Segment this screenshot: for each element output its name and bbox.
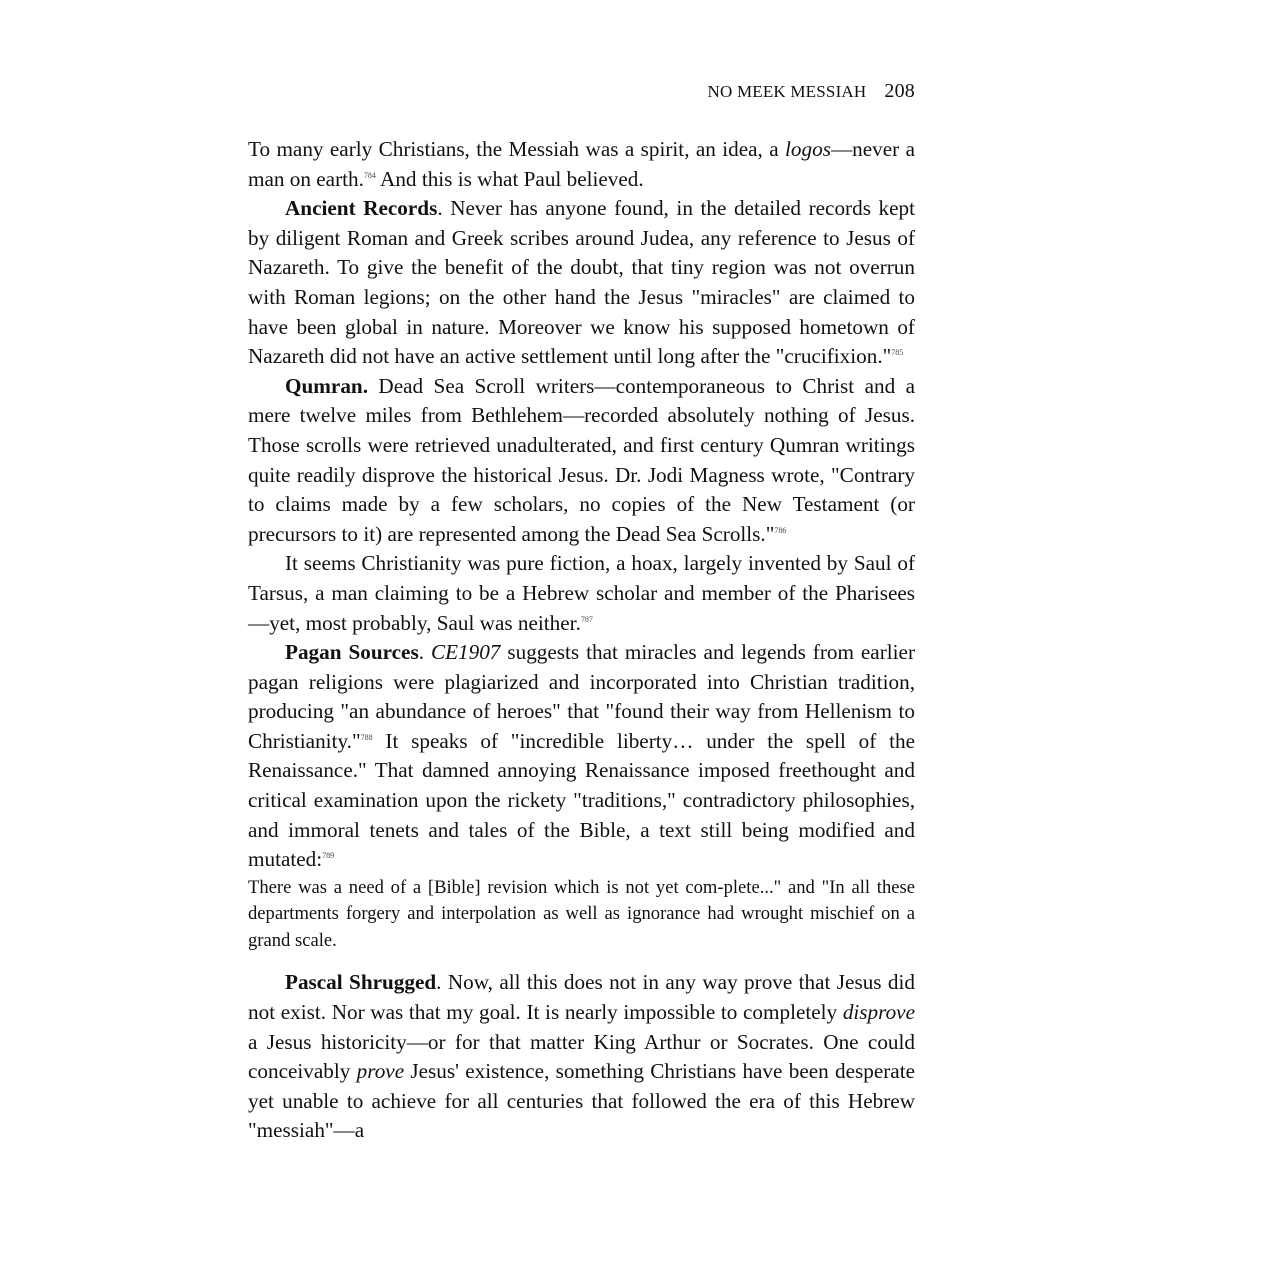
text-run: To many early Christians, the Messiah was a spirit, an idea, a bbox=[248, 137, 786, 161]
book-title: NO MEEK MESSIAH bbox=[707, 82, 867, 101]
footnote-ref[interactable]: 789 bbox=[322, 851, 335, 861]
italic-term: disprove bbox=[842, 999, 915, 1024]
text-run: It seems Christianity was pure fiction, a hoax, largely invented by Saul of Tarsus, a man claiming to be a Hebrew scholar and member of the Pharisees—yet, most probably, Saul was neither. bbox=[248, 551, 915, 635]
page-body bbox=[248, 135, 915, 1146]
section-heading: Ancient Records bbox=[285, 196, 438, 221]
footnote-ref[interactable]: 786 bbox=[774, 525, 787, 535]
section-heading: Qumran. bbox=[285, 373, 368, 398]
text-run: It speaks of "incredible liberty… under the spell of the Renaissance." That damned annoying Renaissance imposed freethought and critical examination upon the rickety "traditions," contradictory philosophies, and immoral tenets and tales of the Bible, a text still being modified and mutated: bbox=[248, 728, 915, 872]
paragraph-pascal-shrugged bbox=[248, 968, 915, 1146]
italic-term: prove bbox=[356, 1059, 405, 1084]
section-heading: Pagan Sources bbox=[285, 640, 419, 665]
text-run: . Never has anyone found, in the detailed records kept by diligent Roman and Greek scribes around Judea, any reference to Jesus of Nazareth. To give the benefit of the doubt, that tiny region was not overrun with Roman legions; on the other hand the Jesus "miracles" are claimed to have been global in nature. Moreover we know his supposed hometown of Nazareth did not have an active settlement until long after the "crucifixion." bbox=[248, 196, 915, 369]
paragraph-hoax bbox=[248, 549, 915, 638]
footnote-ref[interactable]: 785 bbox=[891, 348, 904, 358]
text-run: Jesus' existence, something Christians have been desperate yet unable to achieve for all centuries that followed the era of this Hebrew "messiah"—a bbox=[248, 1059, 915, 1143]
text-run: suggests that miracles and legends from earlier pagan religions were plagiarized and incorporated into Christian tradition, producing "an abundance of heroes" that "found their way from Hellenism to Christianity." bbox=[248, 640, 915, 753]
text-run: —never a man on earth. bbox=[248, 137, 915, 191]
footnote-ref[interactable]: 784 bbox=[363, 170, 376, 180]
page-number: 208 bbox=[884, 80, 915, 102]
paragraph-pagan-sources bbox=[248, 638, 915, 875]
footnote-ref[interactable]: 788 bbox=[360, 732, 373, 742]
text-run: Dead Sea Scroll writers—contemporaneous to Christ and a mere twelve miles from Bethlehem—recorded absolutely nothing of Jesus. Those scrolls were retrieved unadulterated, and first century Qumran writings quite readily disprove the historical Jesus. Dr. Jodi Magness wrote, "Contrary to claims made by a few scholars, no copies of the New Testament (or precursors to it) are represented among the Dead Sea Scrolls." bbox=[248, 373, 915, 546]
paragraph-ancient-records bbox=[248, 194, 915, 372]
paragraph-intro bbox=[248, 135, 915, 194]
text-run: . bbox=[418, 640, 431, 665]
paragraph-qumran bbox=[248, 372, 915, 550]
running-header bbox=[248, 78, 915, 105]
block-quote: There was a need of a [Bible] revision which is not yet com-plete..." and "In all these departments forgery and interpolation as well as ignorance had wrought mischief on a grand scale. bbox=[248, 876, 915, 951]
footnote-ref[interactable]: 787 bbox=[580, 614, 593, 624]
section-heading: Pascal Shrugged bbox=[285, 970, 437, 995]
italic-term: logos bbox=[785, 137, 831, 161]
italic-term: CE1907 bbox=[430, 640, 501, 665]
text-run: . Now, all this does not in any way prove that Jesus did not exist. Nor was that my goal. It is nearly impossible to completely bbox=[248, 970, 915, 1024]
text-run: And this is what Paul believed. bbox=[375, 166, 644, 191]
text-run: a Jesus historicity—or for that matter King Arthur or Socrates. One could conceivably bbox=[248, 1029, 915, 1084]
